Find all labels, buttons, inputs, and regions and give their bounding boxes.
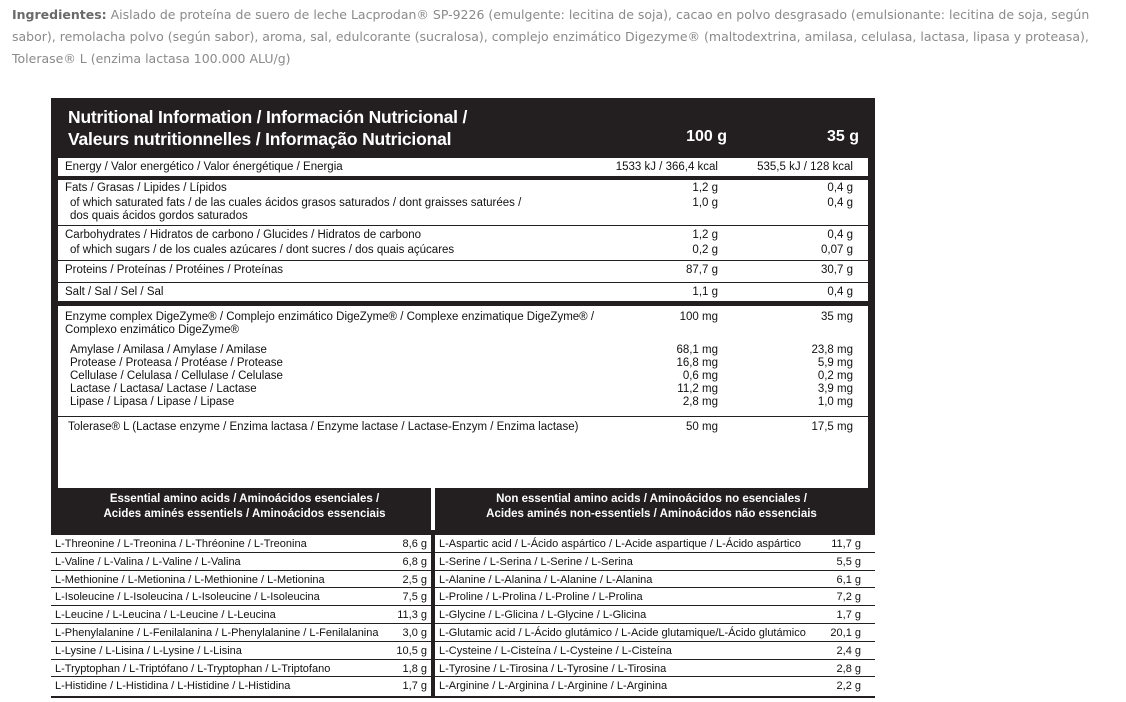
amino-value: 2,8 g xyxy=(836,662,861,675)
enzyme-sub-100g: 11,2 mg xyxy=(677,383,718,395)
enzyme-label xyxy=(65,311,594,337)
nutrition-panel xyxy=(51,98,875,698)
ingredients-text xyxy=(12,4,1112,70)
table-row xyxy=(51,606,431,624)
enzyme-sub-35g: 0,2 mg xyxy=(817,370,853,382)
nutrition-header xyxy=(51,98,875,158)
amino-value: 10,5 g xyxy=(396,644,427,657)
enzyme-sub-label: Amylase / Amilasa / Amylase / Amilase xyxy=(70,344,267,356)
amino-value: 1,8 g xyxy=(402,662,427,675)
nonessential-amino-column xyxy=(435,535,875,696)
enzyme-sub-35g: 3,9 mg xyxy=(817,383,853,395)
amino-name: L-Proline / L-Prolina / L-Proline / L-Prolina xyxy=(439,591,643,604)
table-row xyxy=(51,588,431,606)
table-row xyxy=(51,571,431,589)
amino-value: 6,1 g xyxy=(836,573,861,586)
amino-name: L-Glycine / L-Glicina / L-Glycine / L-Glicina xyxy=(439,609,647,622)
enzyme-sub-label: Protease / Proteasa / Protéase / Protease xyxy=(70,357,283,369)
amino-value: 20,1 g xyxy=(830,627,861,639)
amino-name: L-Lysine / L-Lisina / L-Lysine / L-Lisina xyxy=(55,644,242,657)
amino-value: 1,7 g xyxy=(402,680,427,693)
saturated-35g: 0,4 g xyxy=(827,197,853,209)
enzyme-sub-label: Cellulase / Celulasa / Cellulase / Celulase xyxy=(70,370,283,382)
saturated-100g: 1,0 g xyxy=(692,197,718,209)
amino-name: L-Tryptophan / L-Triptófano / L-Tryptophan / L-Triptofano xyxy=(55,662,331,675)
aminogram-title-line1: Aminogram per 100 g (protein) / Aminograma por 100 g (proteína) / xyxy=(265,448,661,462)
divider xyxy=(58,282,868,283)
table-row xyxy=(435,624,875,642)
amino-value: 1,7 g xyxy=(836,609,861,622)
ingredients-label: Ingredientes: xyxy=(12,7,107,22)
ingredients-list: Aislado de proteína de suero de leche Lacprodan® SP-9226 (emulgente: lecitina de soja), cacao en polvo desgrasado (emulsionante: lecitina de soja, según sabor), remolacha polvo (según sabor), aroma, sal, edulcorante (sucralosa), complejo enzimático Digezyme® (maltodextrina, amilasa, celulasa, lactasa, lipasa y proteasa), Tolerase® L (enzima lactasa 100.000 ALU/g) xyxy=(12,7,1090,66)
enzyme-100g: 100 mg xyxy=(679,311,718,323)
amino-name: L-Tyrosine / L-Tirosina / L-Tyrosine / L-Tirosina xyxy=(439,662,667,675)
divider xyxy=(58,260,868,261)
table-row xyxy=(51,535,431,553)
proteins-100g: 87,7 g xyxy=(686,264,718,276)
saturated-label xyxy=(70,197,521,223)
amino-value: 2,5 g xyxy=(402,573,427,586)
divider-thick xyxy=(58,301,868,306)
enzyme-sub-35g: 1,0 mg xyxy=(817,396,853,408)
amino-name: L-Isoleucine / L-Isoleucina / L-Isoleucine / L-Isoleucina xyxy=(55,591,320,604)
divider xyxy=(58,416,868,417)
proteins-label: Proteins / Proteínas / Protéines / Proteínas xyxy=(65,264,283,276)
amino-name: L-Leucine / L-Leucina / L-Leucine / L-Leucina xyxy=(55,609,276,622)
enzyme-sub-100g: 0,6 mg xyxy=(682,370,718,382)
nutrition-title-line2: Valeurs nutritionnelles / Informação Nutricional xyxy=(68,129,452,149)
table-row xyxy=(435,571,875,589)
enzyme-35g: 35 mg xyxy=(821,311,853,323)
energy-label: Energy / Valor energético / Valor énergétique / Energia xyxy=(65,161,343,173)
table-row xyxy=(51,677,431,695)
nutrition-title xyxy=(68,106,467,150)
amino-value: 3,0 g xyxy=(402,627,427,639)
amino-name: L-Serine / L-Serina / L-Serine / L-Serina xyxy=(439,555,633,568)
table-row xyxy=(435,553,875,571)
nonessential-header xyxy=(435,488,868,530)
divider xyxy=(58,176,868,180)
amino-name: L-Glutamic acid / L-Ácido glutámico / L-Acide glutamique/L-Ácido glutámico xyxy=(439,627,806,639)
nonessential-header-line2: Acides aminés non-essentiels / Aminoácidos não essenciais xyxy=(486,508,817,520)
amino-value: 6,8 g xyxy=(402,555,427,568)
essential-header-line2: Acides aminés essentiels / Aminoácidos essenciais xyxy=(103,508,386,520)
table-row xyxy=(51,624,431,642)
saturated-label-line1: of which saturated fats / de las cuales ácidos grasos saturados / dont graisses saturées / xyxy=(70,197,522,209)
tolerase-label: Tolerase® L (Lactase enzyme / Enzima lactasa / Enzyme lactase / Lactase-Enzym / Enzima lactase) xyxy=(68,421,579,433)
enzyme-sub-35g: 23,8 mg xyxy=(811,344,853,356)
divider xyxy=(58,225,868,226)
amino-value: 11,3 g xyxy=(397,609,427,622)
aminogram-column-headers xyxy=(58,488,868,530)
amino-value: 8,6 g xyxy=(402,538,427,550)
table-row xyxy=(435,606,875,624)
enzyme-label-line2: Complexo enzimático DigeZyme® xyxy=(65,324,240,336)
enzyme-sub-100g: 16,8 mg xyxy=(676,357,718,369)
amino-value: 2,2 g xyxy=(836,680,861,693)
salt-100g: 1,1 g xyxy=(692,286,718,298)
table-row xyxy=(435,660,875,678)
table-row xyxy=(51,642,431,660)
fats-35g: 0,4 g xyxy=(827,182,853,194)
carbs-100g: 1,2 g xyxy=(692,229,718,241)
aminogram-title xyxy=(51,448,875,478)
energy-35g: 535,5 kJ / 128 kcal xyxy=(757,161,853,173)
enzyme-sub-label: Lactase / Lactasa/ Lactase / Lactase xyxy=(70,383,257,395)
amino-name: L-Valine / L-Valina / L-Valine / L-Valina xyxy=(55,555,241,568)
fats-100g: 1,2 g xyxy=(692,182,718,194)
table-row xyxy=(435,588,875,606)
table-row xyxy=(435,535,875,553)
amino-value: 5,5 g xyxy=(836,555,861,568)
carbs-35g: 0,4 g xyxy=(827,229,853,241)
essential-header-line1: Essential amino acids / Aminoácidos esenciales / xyxy=(109,493,380,505)
amino-value: 11,7 g xyxy=(831,538,861,550)
amino-name: L-Aspartic acid / L-Ácido aspártico / L-Acide aspartique / L-Ácido aspártico xyxy=(439,538,801,550)
table-row xyxy=(435,642,875,660)
column-100g: 100 g xyxy=(686,128,727,145)
nutrition-title-line1: Nutritional Information / Información Nutricional / xyxy=(68,107,468,127)
sugars-35g: 0,07 g xyxy=(821,244,853,256)
amino-name: L-Histidine / L-Histidina / L-Histidine / L-Histidina xyxy=(55,680,291,693)
energy-100g: 1533 kJ / 366,4 kcal xyxy=(615,161,718,173)
carbs-label: Carbohydrates / Hidratos de carbono / Glucides / Hidratos de carbono xyxy=(65,229,422,241)
nonessential-header-line1: Non essential amino acids / Aminoácidos no esenciales / xyxy=(496,493,807,505)
amino-name: L-Phenylalanine / L-Fenilalanina / L-Phenylalanine / L-Fenilalanina xyxy=(55,627,379,639)
aminogram-table xyxy=(51,535,875,696)
enzyme-label-line1: Enzyme complex DigeZyme® / Complejo enzimático DigeZyme® / Complexe enzimatique DigeZyme® / xyxy=(65,311,595,323)
amino-name: L-Alanine / L-Alanina / L-Alanine / L-Alanina xyxy=(439,573,653,586)
tolerase-100g: 50 mg xyxy=(686,421,718,433)
salt-label: Salt / Sal / Sel / Sal xyxy=(65,286,164,298)
table-row xyxy=(435,677,875,695)
amino-value: 7,5 g xyxy=(402,591,427,604)
enzyme-sub-label: Lipase / Lipasa / Lipase / Lipase xyxy=(70,396,235,408)
saturated-label-line2: dos quais ácidos gordos saturados xyxy=(70,210,248,222)
sugars-label: of which sugars / de los cuales azúcares / dont sucres / dos quais açúcares xyxy=(70,244,455,256)
enzyme-sub-100g: 2,8 mg xyxy=(682,396,718,408)
sugars-100g: 0,2 g xyxy=(692,244,718,256)
column-35g: 35 g xyxy=(826,128,859,145)
amino-value: 7,2 g xyxy=(836,591,861,604)
amino-name: L-Arginine / L-Arginina / L-Arginine / L-Arginina xyxy=(439,680,668,693)
amino-name: L-Cysteine / L-Cisteína / L-Cysteine / L-Cisteína xyxy=(439,644,672,657)
amino-name: L-Methionine / L-Metionina / L-Methionine / L-Metionina xyxy=(55,573,325,586)
enzyme-sub-100g: 68,1 mg xyxy=(676,344,718,356)
essential-header xyxy=(58,488,431,530)
aminogram-title-line2: Aminogramme pour 100 g (protéine) / Aminograma para 100 g (proteína) xyxy=(248,463,678,477)
enzyme-sub-35g: 5,9 mg xyxy=(817,357,853,369)
amino-name: L-Threonine / L-Treonina / L-Thréonine / L-Treonina xyxy=(55,538,307,550)
fats-label: Fats / Grasas / Lipides / Lípidos xyxy=(65,182,227,194)
table-row xyxy=(51,553,431,571)
tolerase-35g: 17,5 mg xyxy=(811,421,853,433)
essential-amino-column xyxy=(51,535,431,696)
proteins-35g: 30,7 g xyxy=(821,264,853,276)
salt-35g: 0,4 g xyxy=(827,286,853,298)
amino-value: 2,4 g xyxy=(836,644,861,657)
table-row xyxy=(51,660,431,678)
